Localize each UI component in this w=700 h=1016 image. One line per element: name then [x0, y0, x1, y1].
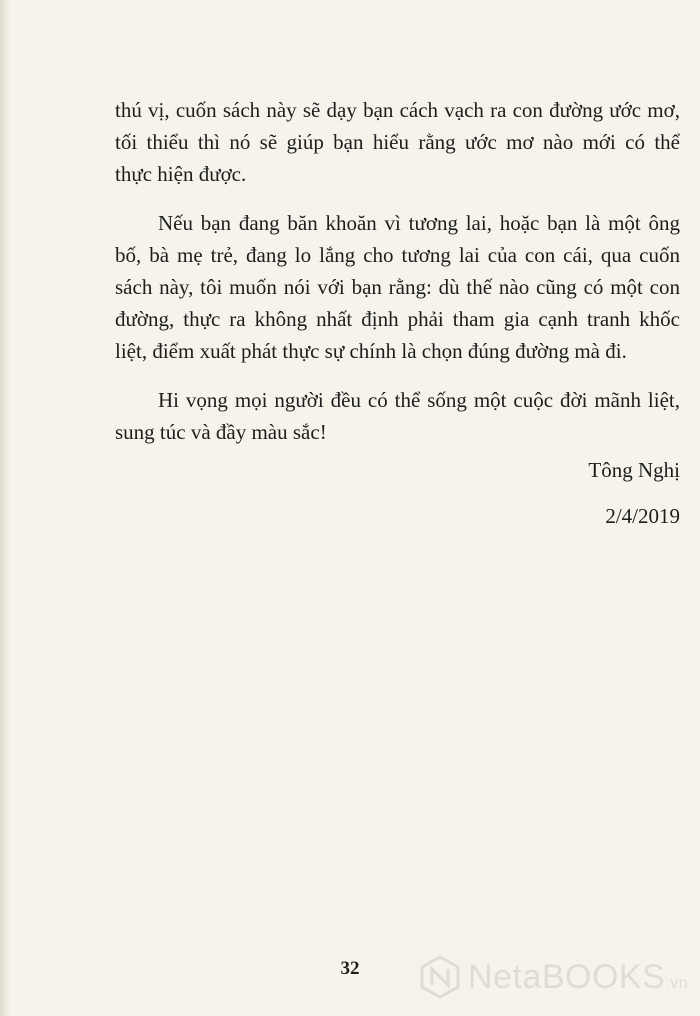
text-line: Hi vọng mọi người đều có thể sống một cuộc đời mãnh liệt, [158, 388, 680, 412]
text-line: tối thiểu thì nó sẽ giúp bạn hiểu rằng ước mơ nào mới có thể [115, 130, 680, 154]
paragraph-1 [115, 94, 680, 190]
text-line: liệt, điểm xuất phát thực sự chính là chọn đúng đường mà đi. [115, 339, 627, 363]
text-line: đường, thực ra không nhất định phải tham gia cạnh tranh khốc [115, 307, 680, 331]
text-line: sách này, tôi muốn nói với bạn rằng: dù thế nào cũng có một con [115, 275, 680, 299]
paragraph-2 [115, 207, 680, 367]
watermark-suffix: .vn [665, 974, 689, 992]
signature-name: Tông Nghị [588, 458, 680, 482]
body-text [115, 94, 680, 470]
text-line: sung túc và đầy màu sắc! [115, 420, 327, 444]
text-line: Nếu bạn đang băn khoăn vì tương lai, hoặc bạn là một ông [158, 211, 680, 235]
watermark-brand: NetaBOOKS [468, 957, 666, 996]
page-edge-shadow [0, 0, 10, 1016]
watermark-text [468, 958, 688, 997]
text-line: bố, bà mẹ trẻ, đang lo lắng cho tương lai của con cái, qua cuốn [115, 243, 680, 267]
signature-date: 2/4/2019 [605, 504, 680, 528]
text-line: thực hiện được. [115, 162, 247, 186]
paragraph-3 [115, 384, 680, 448]
netabooks-logo-icon [418, 955, 462, 999]
text-line: thú vị, cuốn sách này sẽ dạy bạn cách vạch ra con đường ước mơ, [115, 98, 680, 122]
watermark [418, 948, 688, 1006]
page-number: 32 [340, 958, 360, 979]
